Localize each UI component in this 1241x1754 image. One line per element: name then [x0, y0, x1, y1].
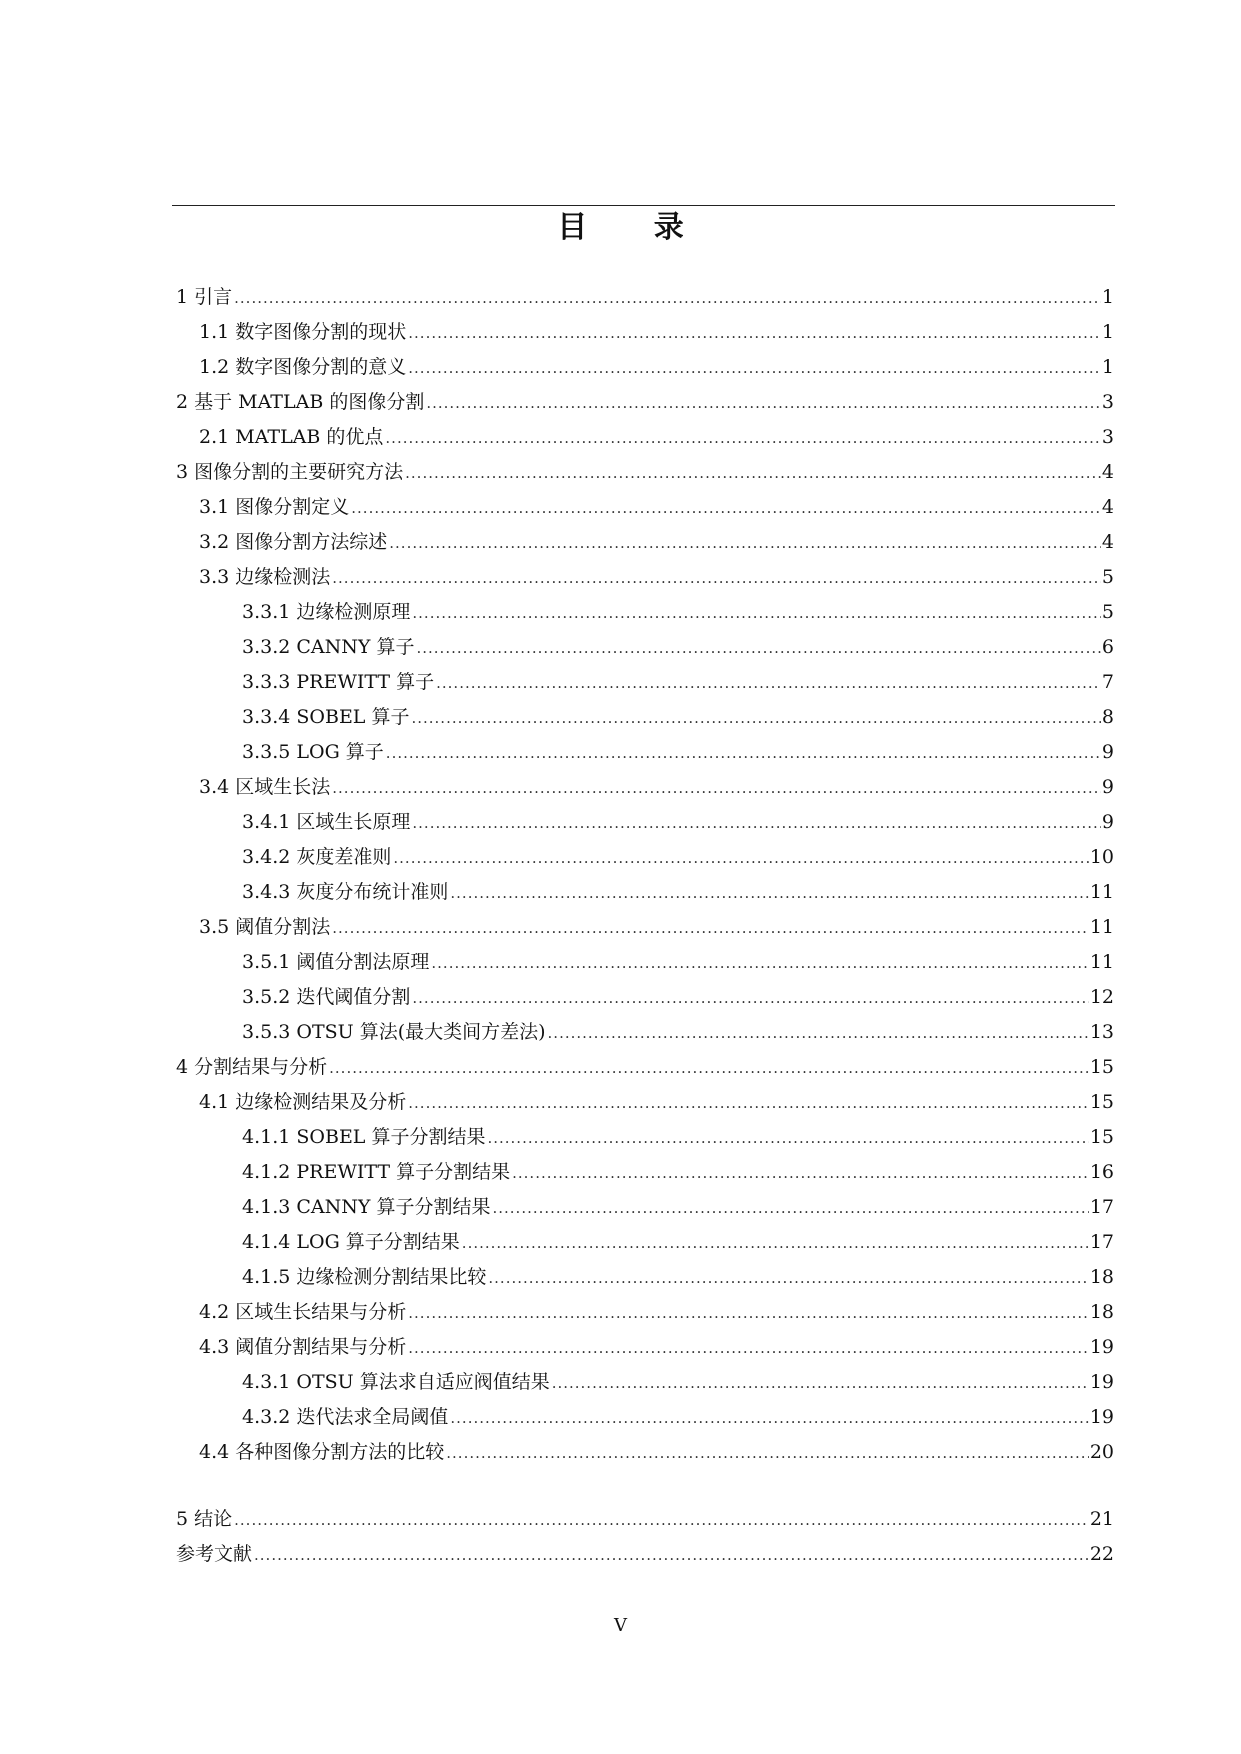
dot-leader — [412, 811, 1101, 835]
toc-entry-label: 3.4.2 灰度差准则 — [242, 846, 392, 868]
toc-entry-label: 3.4 区域生长法 — [199, 776, 331, 798]
toc-entry-4-3-2[interactable] — [242, 1405, 1114, 1429]
toc-entry-label: 1.1 数字图像分割的现状 — [199, 321, 407, 343]
toc-entry-page: 13 — [1089, 1021, 1114, 1043]
toc-entry-page: 6 — [1101, 636, 1114, 658]
toc-entry-page: 5 — [1101, 601, 1114, 623]
toc-entry-label: 4.1.1 SOBEL 算子分割结果 — [242, 1126, 486, 1148]
toc-entry-3-1[interactable] — [199, 495, 1114, 519]
dot-leader — [411, 706, 1100, 730]
toc-entry-1[interactable] — [176, 285, 1114, 309]
toc-entry-label: 3.3.1 边缘检测原理 — [242, 601, 411, 623]
toc-entry-label: 4 分割结果与分析 — [176, 1056, 328, 1078]
toc-entry-label: 4.1.2 PREWITT 算子分割结果 — [242, 1161, 511, 1183]
toc-entry-page: 1 — [1101, 286, 1114, 308]
page-title: 目 录 — [557, 210, 712, 245]
toc-entry-label: 4.4 各种图像分割方法的比较 — [199, 1441, 445, 1463]
dot-leader — [426, 391, 1101, 415]
top-rule — [172, 205, 1115, 206]
toc-entry-page: 21 — [1089, 1508, 1114, 1530]
toc-entry-label: 3.5.2 迭代阈值分割 — [242, 986, 411, 1008]
toc-entry-label: 4.3.2 迭代法求全局阈值 — [242, 1406, 449, 1428]
toc-entry-4-3-1[interactable] — [242, 1370, 1114, 1394]
toc-entry-label: 4.1.4 LOG 算子分割结果 — [242, 1231, 460, 1253]
toc-entry-page: 19 — [1089, 1406, 1114, 1428]
dot-leader — [408, 1336, 1089, 1360]
toc-entry-page: 11 — [1089, 881, 1114, 903]
toc-entry-page: 10 — [1089, 846, 1114, 868]
dot-leader — [552, 1371, 1089, 1395]
toc-entry-label: 3.5.1 阈值分割法原理 — [242, 951, 430, 973]
dot-leader — [450, 881, 1088, 905]
toc-entry-page: 15 — [1089, 1126, 1114, 1148]
toc-entry-4-1-1[interactable] — [242, 1125, 1114, 1149]
toc-entry-label: 3 图像分割的主要研究方法 — [176, 461, 404, 483]
toc-entry-label: 2.1 MATLAB 的优点 — [199, 426, 384, 448]
dot-leader — [405, 461, 1101, 485]
toc-entry-page: 18 — [1089, 1301, 1114, 1323]
toc-entry-4[interactable] — [176, 1055, 1114, 1079]
toc-entry-3-3-3[interactable] — [242, 670, 1114, 694]
toc-entry-page: 17 — [1089, 1196, 1114, 1218]
toc-entry-label: 3.4.1 区域生长原理 — [242, 811, 411, 833]
toc-entry-page: 9 — [1101, 776, 1114, 798]
toc-entry-page: 15 — [1089, 1056, 1114, 1078]
toc-entry-page: 8 — [1101, 706, 1114, 728]
toc-entry-label: 参考文献 — [176, 1543, 253, 1565]
toc-entry-label: 3.3.4 SOBEL 算子 — [242, 706, 410, 728]
dot-leader — [408, 356, 1101, 380]
toc-entry-label: 4.1.5 边缘检测分割结果比较 — [242, 1266, 487, 1288]
toc-entry-2[interactable] — [176, 390, 1114, 414]
toc-entry-4-2[interactable] — [199, 1300, 1114, 1324]
toc-entry-label: 3.5 阈值分割法 — [199, 916, 331, 938]
toc-entry-3-5-3[interactable] — [242, 1020, 1114, 1044]
dot-leader — [386, 741, 1101, 765]
dot-leader — [385, 426, 1101, 450]
toc-entry-2-1[interactable] — [199, 425, 1114, 449]
toc-entry-label: 5 结论 — [176, 1508, 233, 1530]
toc-entry-5[interactable] — [176, 1507, 1114, 1531]
toc-entry-3-3[interactable] — [199, 565, 1114, 589]
dot-leader — [416, 636, 1100, 660]
dot-leader — [389, 531, 1101, 555]
toc-entry-page: 9 — [1101, 811, 1114, 833]
toc-entry-label: 3.2 图像分割方法综述 — [199, 531, 388, 553]
toc-entry-page: 12 — [1089, 986, 1114, 1008]
toc-entry-page: 4 — [1101, 461, 1114, 483]
dot-leader — [487, 1126, 1088, 1150]
toc-entry-4-4[interactable] — [199, 1440, 1114, 1464]
dot-leader — [412, 601, 1101, 625]
toc-entry-3-4[interactable] — [199, 775, 1114, 799]
toc-entry-3-3-5[interactable] — [242, 740, 1114, 764]
toc-entry-page: 16 — [1089, 1161, 1114, 1183]
toc-entry-3-4-3[interactable] — [242, 880, 1114, 904]
dot-leader — [254, 1543, 1089, 1567]
toc-entry-references[interactable] — [176, 1542, 1114, 1566]
toc-entry-label: 1.2 数字图像分割的意义 — [199, 356, 407, 378]
dot-leader — [234, 1508, 1089, 1532]
toc-entry-3-3-4[interactable] — [242, 705, 1114, 729]
toc-entry-page: 22 — [1089, 1543, 1114, 1565]
toc-entry-page: 11 — [1089, 916, 1114, 938]
page-number: V — [614, 1615, 627, 1636]
toc-entry-label: 3.3 边缘检测法 — [199, 566, 331, 588]
toc-entry-3-4-1[interactable] — [242, 810, 1114, 834]
dot-leader — [512, 1161, 1089, 1185]
toc-entry-page: 19 — [1089, 1371, 1114, 1393]
toc-entry-label: 4.3 阈值分割结果与分析 — [199, 1336, 407, 1358]
toc-entry-label: 3.3.5 LOG 算子 — [242, 741, 384, 763]
toc-entry-page: 3 — [1101, 426, 1114, 448]
toc-entry-label: 3.3.2 CANNY 算子 — [242, 636, 415, 658]
dot-leader — [329, 1056, 1089, 1080]
dot-leader — [332, 776, 1101, 800]
dot-leader — [431, 951, 1088, 975]
toc-entry-3-5[interactable] — [199, 915, 1114, 939]
dot-leader — [548, 1021, 1089, 1045]
toc-entry-3[interactable] — [176, 460, 1114, 484]
dot-leader — [462, 1231, 1089, 1255]
toc-entry-4-1-2[interactable] — [242, 1160, 1114, 1184]
toc-entry-label: 3.1 图像分割定义 — [199, 496, 350, 518]
toc-entry-3-2[interactable] — [199, 530, 1114, 554]
toc-entry-page: 5 — [1101, 566, 1114, 588]
toc-entry-label: 1 引言 — [176, 286, 233, 308]
toc-entry-page: 4 — [1101, 496, 1114, 518]
toc-entry-4-1[interactable] — [199, 1090, 1114, 1114]
toc-entry-label: 3.3.3 PREWITT 算子 — [242, 671, 435, 693]
toc-entry-4-1-5[interactable] — [242, 1265, 1114, 1289]
toc-entry-label: 3.4.3 灰度分布统计准则 — [242, 881, 449, 903]
toc-entry-page: 7 — [1101, 671, 1114, 693]
toc-entry-4-3[interactable] — [199, 1335, 1114, 1359]
toc-entry-page: 11 — [1089, 951, 1114, 973]
dot-leader — [408, 321, 1101, 345]
toc-entry-3-3-1[interactable] — [242, 600, 1114, 624]
toc-entry-1-1[interactable] — [199, 320, 1114, 344]
dot-leader — [446, 1441, 1089, 1465]
dot-leader — [332, 566, 1101, 590]
dot-leader — [408, 1301, 1089, 1325]
toc-entry-3-5-2[interactable] — [242, 985, 1114, 1009]
dot-leader — [351, 496, 1101, 520]
toc-entry-page: 17 — [1089, 1231, 1114, 1253]
toc-entry-page: 1 — [1101, 321, 1114, 343]
dot-leader — [492, 1196, 1088, 1220]
toc-entry-page: 18 — [1089, 1266, 1114, 1288]
toc-entry-page: 3 — [1101, 391, 1114, 413]
toc-entry-page: 9 — [1101, 741, 1114, 763]
dot-leader — [393, 846, 1088, 870]
toc-entry-label: 4.1.3 CANNY 算子分割结果 — [242, 1196, 491, 1218]
toc-entry-label: 4.3.1 OTSU 算法求自适应阀值结果 — [242, 1371, 550, 1393]
toc-entry-4-1-4[interactable] — [242, 1230, 1114, 1254]
toc-entry-page: 15 — [1089, 1091, 1114, 1113]
dot-leader — [234, 286, 1101, 310]
dot-leader — [450, 1406, 1088, 1430]
toc-entry-label: 4.2 区域生长结果与分析 — [199, 1301, 407, 1323]
toc-entry-3-4-2[interactable] — [242, 845, 1114, 869]
toc-entry-page: 4 — [1101, 531, 1114, 553]
dot-leader — [332, 916, 1089, 940]
toc-entry-4-1-3[interactable] — [242, 1195, 1114, 1219]
dot-leader — [408, 1091, 1089, 1115]
dot-leader — [412, 986, 1088, 1010]
toc-entry-label: 2 基于 MATLAB 的图像分割 — [176, 391, 425, 413]
toc-entry-label: 4.1 边缘检测结果及分析 — [199, 1091, 407, 1113]
toc-entry-1-2[interactable] — [199, 355, 1114, 379]
toc-entry-page: 20 — [1089, 1441, 1114, 1463]
toc-entry-page: 19 — [1089, 1336, 1114, 1358]
dot-leader — [488, 1266, 1088, 1290]
toc-entry-3-5-1[interactable] — [242, 950, 1114, 974]
toc-entry-label: 3.5.3 OTSU 算法(最大类间方差法) — [242, 1021, 546, 1043]
dot-leader — [436, 671, 1101, 695]
toc-entry-page: 1 — [1101, 356, 1114, 378]
toc-entry-3-3-2[interactable] — [242, 635, 1114, 659]
